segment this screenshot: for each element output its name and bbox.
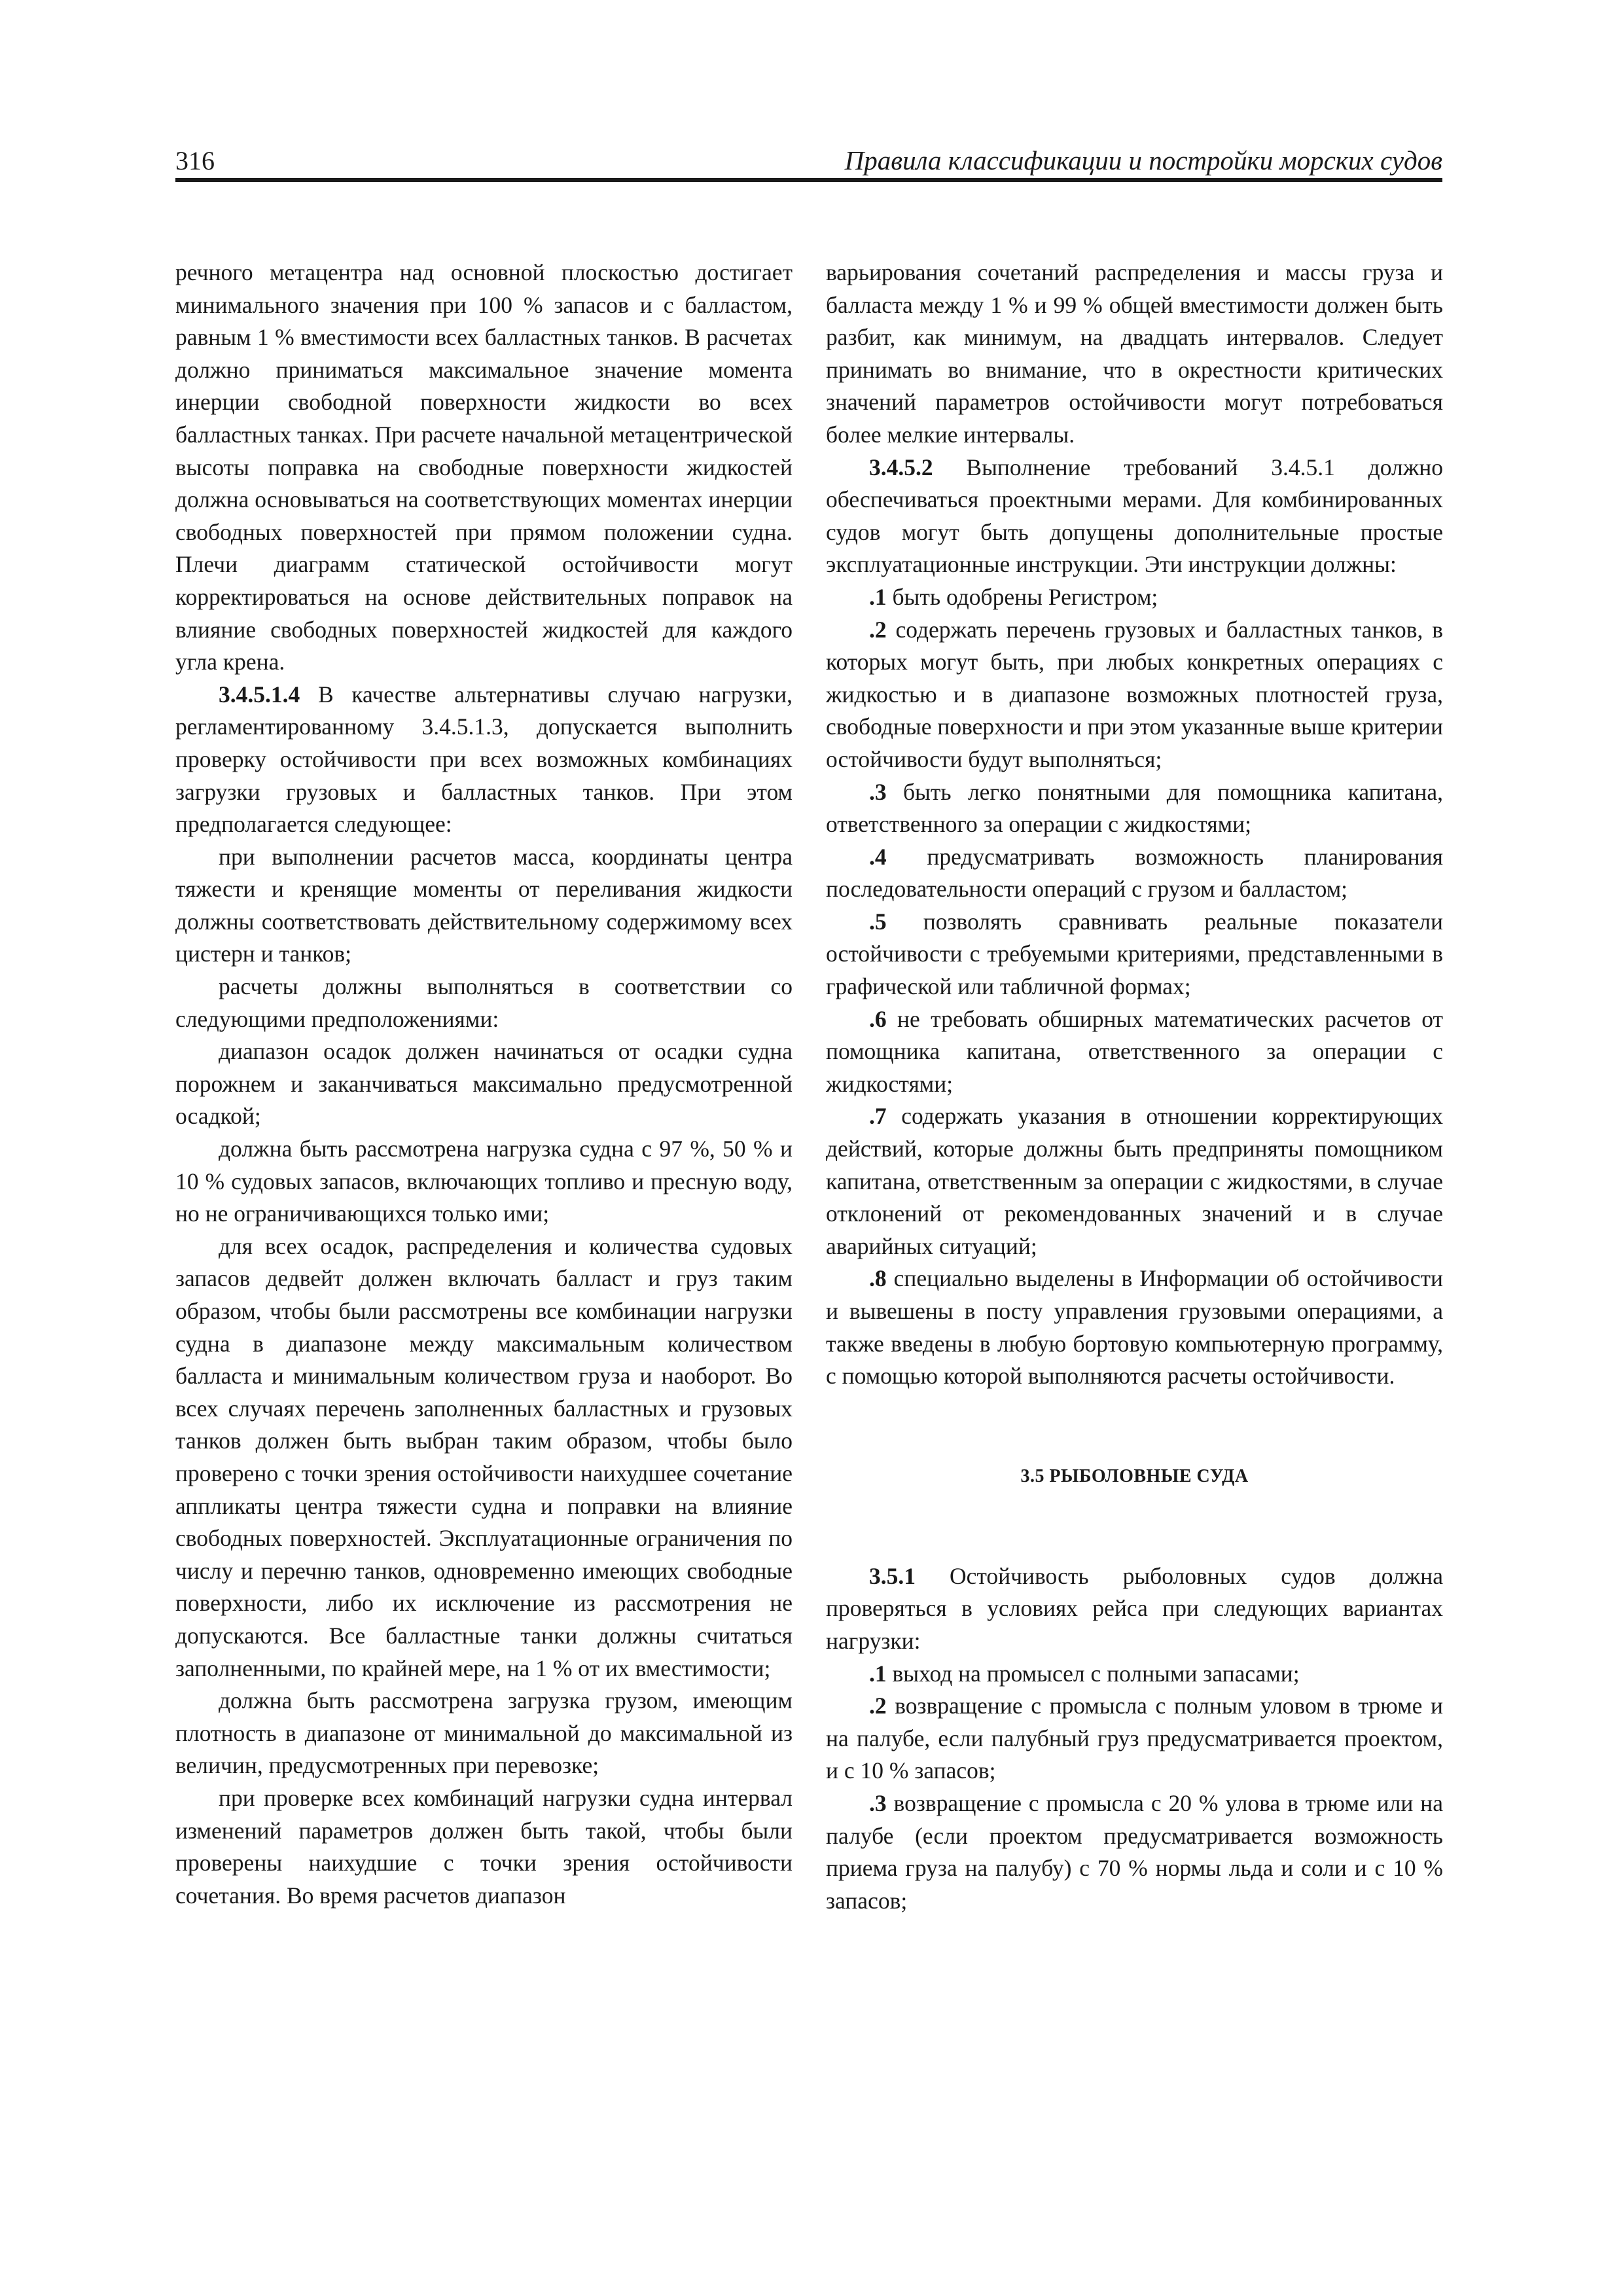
paragraph: расчеты должны выполняться в соответствии со следующими предположениями: xyxy=(175,973,793,1032)
item-number: .3 xyxy=(869,778,887,805)
item-number: .6 xyxy=(869,1005,887,1032)
paragraph: при проверке всех комбинаций нагрузки судна интервал изменений параметров должен быть такой, чтобы были проверены наихудшие с точки зрения остойчивости сочетания. Во время расчетов диапазон xyxy=(175,1784,793,1909)
clause-number: 3.4.5.2 xyxy=(869,454,933,480)
list-item: .8 специально выделены в Информации об остойчивости и вывешены в посту управления грузовыми операциями, а также введены в любую бортовую компьютерную программу, с помощью которой выполняются расчеты остойчивости. xyxy=(826,1265,1443,1390)
item-number: .3 xyxy=(869,1789,887,1816)
list-item: .2 возвращение с промысла с полным уловом в трюме и на палубе, если палубный груз предусматривается проектом, и с 10 % запасов; xyxy=(826,1693,1443,1784)
item-number: .8 xyxy=(869,1265,887,1292)
running-title: Правила классификации и постройки морских судов xyxy=(844,145,1442,175)
list-item: .1 быть одобрены Регистром; xyxy=(869,583,1158,610)
list-item: .6 не требовать обширных математических расчетов от помощника капитана, ответственного за операции с жидкостями; xyxy=(826,1005,1443,1097)
section-heading: 3.5 РЫБОЛОВНЫЕ СУДА xyxy=(1020,1465,1249,1486)
paragraph: 3.5.1 Остойчивость рыболовных судов должна проверяться в условиях рейса при следующих вариантах нагрузки: xyxy=(826,1562,1443,1654)
paragraph: должна быть рассмотрена нагрузка судна с 97 %, 50 % и 10 % судовых запасов, включающих топливо и пресную воду, но не ограничивающихся только ими; xyxy=(175,1136,793,1227)
list-item: .1 выход на промысел с полными запасами; xyxy=(869,1660,1300,1687)
list-item: .4 предусматривать возможность планирования последовательности операций с грузом и балластом; xyxy=(826,843,1443,903)
paragraph: варьирования сочетаний распределения и массы груза и балласта между 1 % и 99 % общей вместимости должен быть разбит, как минимум, на двадцать интервалов. Следует принимать во внимание, что в окрестности критических значений параметров остойчивости могут потребоваться более мелкие интервалы. xyxy=(826,259,1443,448)
clause-number: 3.5.1 xyxy=(869,1562,916,1589)
right-column xyxy=(826,257,1443,1917)
paragraph: при выполнении расчетов масса, координаты центра тяжести и кренящие моменты от переливания жидкости должны соответствовать действительному содержимому всех цистерн и танков; xyxy=(175,843,793,967)
item-number: .2 xyxy=(869,616,887,643)
page-header xyxy=(175,145,1442,182)
item-number: .5 xyxy=(869,908,887,935)
paragraph: 3.4.5.2 Выполнение требований 3.4.5.1 должно обеспечиваться проектными мерами. Для комбинированных судов могут быть допущены дополнительные простые эксплуатационные инструкции. Эти инструкции должны: xyxy=(826,454,1443,578)
paragraph: должна быть рассмотрена загрузка грузом, имеющим плотность в диапазоне от минимальной до максимальной из величин, предусмотренных при перевозке; xyxy=(175,1687,793,1779)
list-item: .3 возвращение с промысла с 20 % улова в трюме или на палубе (если проектом предусматривается возможность приема груза на палубу) с 70 % нормы льда и соли и с 10 % запасов; xyxy=(826,1789,1443,1914)
list-item: .3 быть легко понятными для помощника капитана, ответственного за операции с жидкостями; xyxy=(826,778,1443,838)
left-column xyxy=(175,257,793,1912)
list-item: .2 содержать перечень грузовых и балластных танков, в которых могут быть, при любых конкретных операциях с жидкостью и в диапазоне возможных плотностей груза, свободные поверхности и при этом указанные выше критерии остойчивости будут выполняться; xyxy=(826,616,1443,772)
list-item: .5 позволять сравнивать реальные показатели остойчивости с требуемыми критериями, представленными в графической или табличной формах; xyxy=(826,908,1443,1000)
list-item: .7 содержать указания в отношении корректирующих действий, которые должны быть предприняты помощником капитана, ответственным за операции с жидкостями, в случае отклонений от рекомендованных значений и в случае аварийных ситуаций; xyxy=(826,1103,1443,1259)
paragraph: для всех осадок, распределения и количества судовых запасов дедвейт должен включать балласт и груз таким образом, чтобы были рассмотрены все комбинации нагрузки судна в диапазоне между максимальным количеством балласта и минимальным количеством груза и наоборот. Во всех случаях перечень заполненных балластных и грузовых танков должен быть выбран таким образом, чтобы было проверено с точки зрения остойчивости наихудшее сочетание аппликаты центра тяжести судна и поправки на влияние свободных поверхностей. Эксплуатационные ограничения по числу и перечню танков, одновременно имеющих свободные поверхности, либо их исключение из рассмотрения не допускаются. Все балластные танки должны считаться заполненными, по крайней мере, на 1 % от их вместимости; xyxy=(175,1232,793,1681)
item-number: .1 xyxy=(869,1660,887,1687)
paragraph: речного метацентра над основной плоскостью достигает минимального значения при 100 % запасов и с балластом, равным 1 % вместимости всех балластных танков. В расчетах должно приниматься максимальное значение момента инерции свободной поверхности жидкости во всех балластных танках. При расчете начальной метацентрической высоты поправка на свободные поверхности жидкостей должна основываться на соответствующих моментах инерции свободных поверхностей при прямом положении судна. Плечи диаграмм статической остойчивости могут корректироваться на основе действительных поправок на влияние свободных поверхностей жидкостей для каждого угла крена. xyxy=(175,259,793,675)
paragraph: 3.4.5.1.4 В качестве альтернативы случаю нагрузки, регламентированному 3.4.5.1.3, допускается выполнить проверку остойчивости при всех возможных комбинациях загрузки грузовых и балластных танков. При этом предполагается следующее: xyxy=(175,681,793,838)
item-number: .7 xyxy=(869,1103,887,1130)
item-number: .2 xyxy=(869,1693,887,1719)
item-number: .4 xyxy=(869,843,887,870)
paragraph: диапазон осадок должен начинаться от осадки судна порожнем и заканчиваться максимально предусмотренной осадкой; xyxy=(175,1038,793,1130)
item-number: .1 xyxy=(869,583,887,610)
page-number: 316 xyxy=(175,146,215,175)
clause-number: 3.4.5.1.4 xyxy=(219,681,300,708)
